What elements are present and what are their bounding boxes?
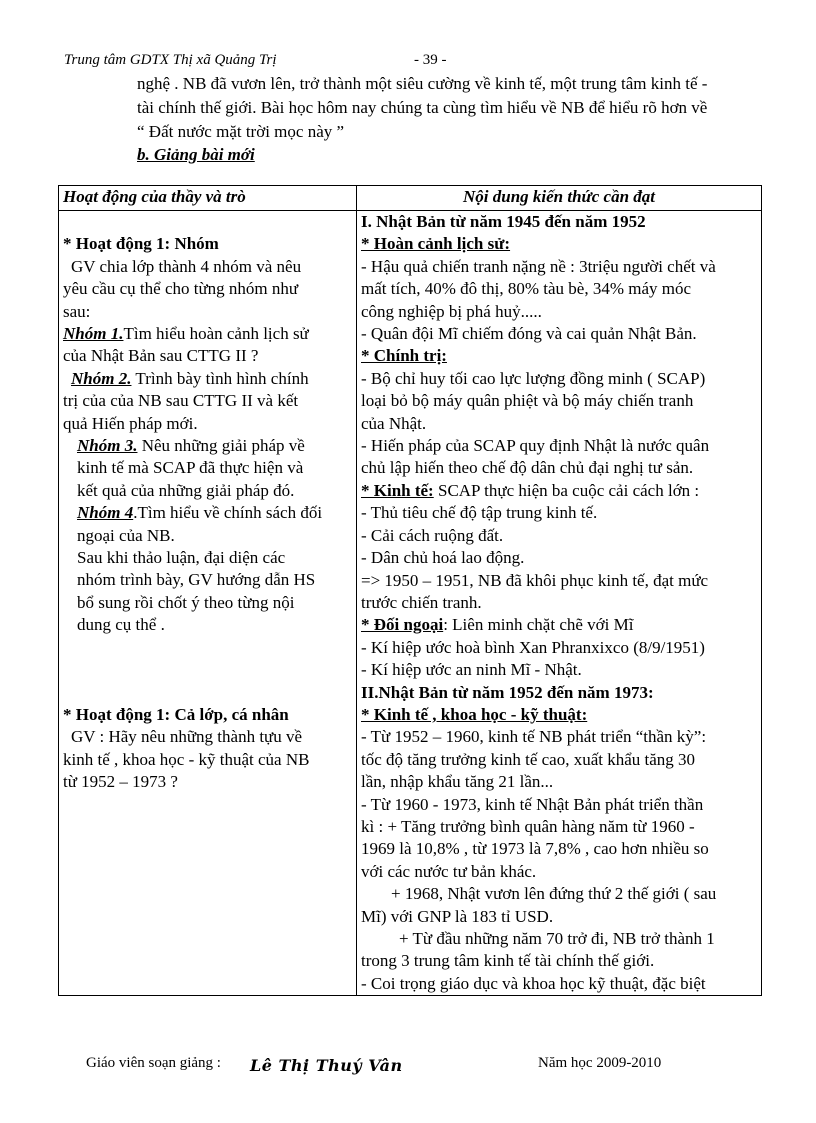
text-line: trong 3 trung tâm kinh tế tài chính thế giới. (361, 951, 655, 971)
table-header-row (59, 186, 762, 211)
subheading-context: * Hoàn cảnh lịch sử: (361, 234, 511, 254)
text-line: + 1968, Nhật vươn lên đứng thứ 2 thế giới ( sau (391, 884, 717, 904)
text-line: - Thủ tiêu chế độ tập trung kinh tế. (361, 503, 598, 523)
text-line: - Dân chủ hoá lao động. (361, 548, 525, 568)
text-line: yêu cầu cụ thể cho từng nhóm như (63, 279, 299, 299)
activities-cell (59, 211, 357, 996)
intro-line: “ Đất nước mặt trời mọc này ” (137, 122, 345, 141)
text-line: GV chia lớp thành 4 nhóm và nêu (71, 256, 302, 276)
text-line: - Bộ chỉ huy tối cao lực lượng đồng minh ( SCAP) (361, 368, 706, 388)
intro-line: nghệ . NB đã vươn lên, trở thành một siêu cường về kinh tế, một trung tâm kinh tế - (137, 74, 708, 93)
text-line: => 1950 – 1951, NB đã khôi phục kinh tế, đạt mức (361, 570, 709, 590)
text-line: của Nhật. (361, 413, 427, 433)
group-4: Nhóm 4.Tìm hiểu về chính sách đối (77, 503, 323, 523)
school-year: Năm học 2009-2010 (538, 1055, 662, 1071)
text-line: kinh tế mà SCAP đã thực hiện và (77, 458, 304, 478)
text-line: - Hiến pháp của SCAP quy định Nhật là nước quân (361, 436, 710, 456)
lesson-table (58, 185, 762, 996)
text-line: công nghiệp bị phá huỷ..... (361, 301, 542, 321)
text-line: với các nước tư bản khác. (361, 861, 537, 881)
text-line: trị của của NB sau CTTG II và kết (63, 391, 299, 411)
text-line: Sau khi thảo luận, đại diện các (77, 548, 286, 568)
page-number: - 39 - (414, 52, 447, 68)
heading-part-1: I. Nhật Bản từ năm 1945 đến năm 1952 (361, 212, 646, 231)
text-line: chủ lập hiến theo chế độ dân chủ đại nghị tư sản. (361, 458, 694, 478)
content-cell (357, 211, 762, 996)
intro-paragraph (137, 72, 777, 144)
text-line: loại bỏ bộ máy quân phiệt và bộ máy chiến tranh (361, 391, 694, 411)
text-line: từ 1952 – 1973 ? (63, 772, 178, 792)
text-line: 1969 là 10,8% , từ 1973 là 7,8% , cao hơn nhiều so (361, 839, 709, 859)
subheading-economy: * Kinh tế: SCAP thực hiện ba cuộc cải cách lớn : (361, 480, 700, 500)
text-line: quả Hiến pháp mới. (63, 413, 198, 433)
text-line: kì : + Tăng trưởng bình quân hàng năm từ 1960 - (361, 816, 695, 836)
text-line: lần, nhập khẩu tăng 21 lần... (361, 772, 554, 792)
text-line: ngoại của NB. (77, 525, 175, 545)
text-line: sau: (63, 301, 91, 321)
activity-1-title: * Hoạt động 1: Nhóm (63, 234, 219, 254)
subheading-foreign: * Đối ngoại: Liên minh chặt chẽ với Mĩ (361, 615, 634, 635)
text-line: bổ sung rồi chốt ý theo từng nội (77, 592, 295, 612)
text-line: + Từ đầu những năm 70 trở đi, NB trở thành 1 (399, 929, 715, 948)
text-line: GV : Hãy nêu những thành tựu về (71, 727, 303, 747)
group-1: Nhóm 1.Tìm hiểu hoàn cảnh lịch sử (63, 324, 309, 344)
text-line: - Từ 1960 - 1973, kinh tế Nhật Bản phát triển thần (361, 794, 704, 814)
activity-2-title: * Hoạt động 1: Cả lớp, cá nhân (63, 704, 289, 724)
text-line: dung cụ thể . (77, 615, 165, 635)
text-line: - Coi trọng giáo dục và khoa học kỹ thuật, đặc biệt (361, 973, 706, 993)
intro-line: tài chính thế giới. Bài học hôm nay chúng ta cùng tìm hiểu về NB để hiểu rõ hơn về (137, 98, 708, 117)
text-line: nhóm trình bày, GV hướng dẫn HS (77, 570, 316, 590)
text-line: - Kí hiệp ước an ninh Mĩ - Nhật. (361, 660, 582, 680)
teacher-name: Lê Thị Thuý Vân (250, 1056, 403, 1075)
text-line: của Nhật Bản sau CTTG II ? (63, 346, 259, 366)
text-line: - Từ 1952 – 1960, kinh tế NB phát triển “thần kỳ”: (361, 727, 707, 747)
heading-part-2: II.Nhật Bản từ năm 1952 đến năm 1973: (361, 682, 654, 702)
text-line: trước chiến tranh. (361, 592, 482, 612)
col-header-activities: Hoạt động của thầy và trò (59, 186, 357, 211)
text-line: kết quả của những giải pháp đó. (77, 480, 295, 500)
subheading-politics: * Chính trị: (361, 346, 447, 366)
text-line: - Kí hiệp ước hoà bình Xan Phranxixco (8/9/1951) (361, 637, 705, 657)
table-row (59, 211, 762, 996)
text-line: Mĩ) với GNP là 183 tỉ USD. (361, 906, 554, 926)
text-line: mất tích, 40% đô thị, 80% tàu bè, 34% máy móc (361, 279, 692, 299)
subheading-economy-science: * Kinh tế , khoa học - kỹ thuật: (361, 704, 588, 724)
teacher-label: Giáo viên soạn giảng : (86, 1055, 221, 1071)
group-3: Nhóm 3. Nêu những giải pháp về (77, 436, 305, 456)
col-header-content: Nội dung kiến thức cần đạt (357, 186, 762, 211)
header-center-name: Trung tâm GDTX Thị xã Quảng Trị (64, 52, 277, 68)
text-line: - Hậu quả chiến tranh nặng nề : 3triệu người chết và (361, 256, 716, 276)
section-title: b. Giảng bài mới (137, 145, 255, 164)
text-line: tốc độ tăng trưởng kinh tế cao, xuất khẩu tăng 30 (361, 749, 696, 769)
text-line: kinh tế , khoa học - kỹ thuật của NB (63, 749, 310, 769)
text-line: - Cải cách ruộng đất. (361, 525, 504, 545)
group-2: Nhóm 2. Trình bày tình hình chính (71, 368, 309, 388)
text-line: - Quân đội Mĩ chiếm đóng và cai quản Nhật Bản. (361, 324, 697, 344)
